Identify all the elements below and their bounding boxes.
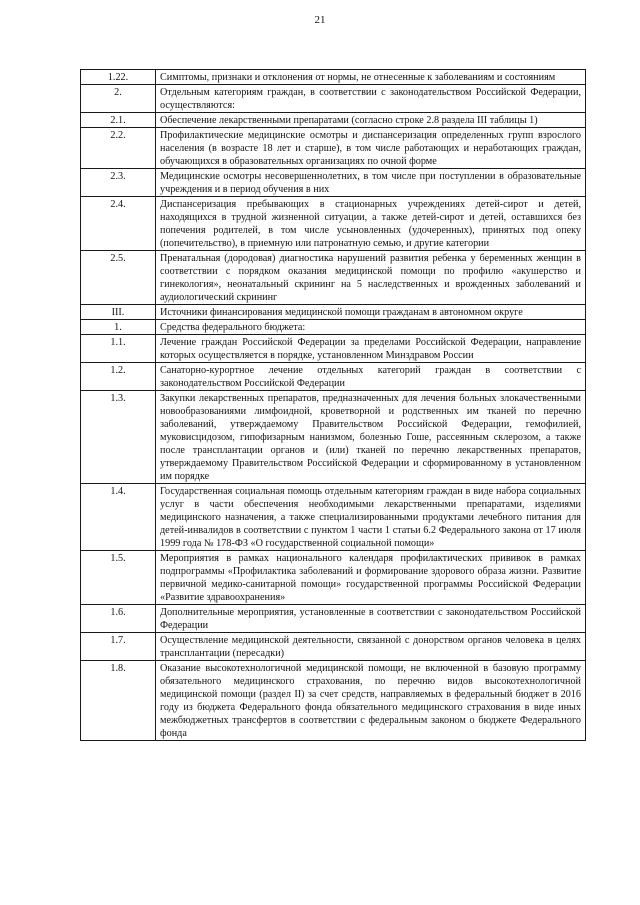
table-row: [81, 305, 586, 320]
row-number: 1.4.: [81, 484, 156, 551]
row-number: 2.1.: [81, 113, 156, 128]
table-row: [81, 363, 586, 391]
row-number: 1.1.: [81, 335, 156, 363]
row-number: 1.6.: [81, 605, 156, 633]
row-number: 1.2.: [81, 363, 156, 391]
row-text: Государственная социальная помощь отдельным категориям граждан в виде набора социальных услуг в части обеспечения необходимыми лекарственными препаратами, изделиями медицинского назначения, а также специализированными продуктами лечебного питания для детей-инвалидов в соответствии с пунктом 1 части 1 статьи 6.2 Федерального закона от 17 июля 1999 года № 178-ФЗ «О государственной социальной помощи»: [156, 484, 586, 551]
page-number: 21: [314, 14, 326, 26]
row-number: 2.: [81, 85, 156, 113]
row-text: Санаторно-курортное лечение отдельных категорий граждан в соответствии с законодательством Российской Федерации: [156, 363, 586, 391]
row-text: Симптомы, признаки и отклонения от нормы, не отнесенные к заболеваниям и состояниям: [156, 70, 586, 85]
table-row: [81, 113, 586, 128]
row-text: Оказание высокотехнологичной медицинской помощи, не включенной в базовую программу обязательного медицинского страхования, по перечню видов высокотехнологичной медицинской помощи (раздел II) за счет средств, направляемых в федеральный бюджет в 2016 году из бюджета Федерального фонда обязательного медицинского страхования в виде иных межбюджетных трансфертов в соответствии с федеральным законом о бюджете Федерального фонда: [156, 661, 586, 741]
table-row: [81, 169, 586, 197]
row-number: III.: [81, 305, 156, 320]
row-text: Лечение граждан Российской Федерации за пределами Российской Федерации, направление которых осуществляется в порядке, установленном Минздравом России: [156, 335, 586, 363]
table-row: [81, 70, 586, 85]
row-number: 1.: [81, 320, 156, 335]
row-number: 1.22.: [81, 70, 156, 85]
table-row: [81, 320, 586, 335]
table-row: [81, 335, 586, 363]
row-number: 1.8.: [81, 661, 156, 741]
row-text: Источники финансирования медицинской помощи гражданам в автономном округе: [156, 305, 586, 320]
table-row: [81, 661, 586, 741]
row-text: Мероприятия в рамках национального календаря профилактических прививок в рамках подпрограммы «Профилактика заболеваний и формирование здорового образа жизни. Развитие первичной медико-санитарной помощи» государственной программы Российской Федерации «Развитие здравоохранения»: [156, 551, 586, 605]
row-text: Медицинские осмотры несовершеннолетних, в том числе при поступлении в образовательные учреждения и в период обучения в них: [156, 169, 586, 197]
table-row: [81, 251, 586, 305]
table-row: [81, 633, 586, 661]
row-number: 1.7.: [81, 633, 156, 661]
row-text: Диспансеризация пребывающих в стационарных учреждениях детей-сирот и детей, находящихся в трудной жизненной ситуации, а также детей-сирот и детей, оставшихся без попечения родителей, в том числе усыновленных (удочеренных), принятых под опеку (попечительство), в приемную или патронатную семью, и другие категории: [156, 197, 586, 251]
row-number: 2.3.: [81, 169, 156, 197]
document-table: [80, 69, 586, 741]
table-row: [81, 85, 586, 113]
row-number: 2.2.: [81, 128, 156, 169]
table-row: [81, 551, 586, 605]
row-number: 1.3.: [81, 391, 156, 484]
row-text: Средства федерального бюджета:: [156, 320, 586, 335]
row-number: 2.4.: [81, 197, 156, 251]
table-row: [81, 484, 586, 551]
table-row: [81, 605, 586, 633]
row-number: 2.5.: [81, 251, 156, 305]
table-row: [81, 391, 586, 484]
table-row: [81, 197, 586, 251]
row-number: 1.5.: [81, 551, 156, 605]
row-text: Дополнительные мероприятия, установленные в соответствии с законодательством Российской Федерации: [156, 605, 586, 633]
row-text: Закупки лекарственных препаратов, предназначенных для лечения больных злокачественными новообразованиями лимфоидной, кроветворной и родственных им тканей по перечню заболеваний, утверждаемому Правительством Российской Федерации, гемофилией, муковисцидозом, гипофизарным нанизмом, болезнью Гоше, рассеянным склерозом, а также после трансплантации органов и (или) тканей по перечню лекарственных препаратов, утверждаемому Правительством Российской Федерации и сформированному в установленном им порядке: [156, 391, 586, 484]
row-text: Пренатальная (дородовая) диагностика нарушений развития ребенка у беременных женщин в соответствии с порядком оказания медицинской помощи по профилю «акушерство и гинекология», неонатальный скрининг на 5 наследственных и врожденных заболеваний и аудиологический скрининг: [156, 251, 586, 305]
row-text: Отдельным категориям граждан, в соответствии с законодательством Российской Федерации, осуществляются:: [156, 85, 586, 113]
row-text: Обеспечение лекарственными препаратами (согласно строке 2.8 раздела III таблицы 1): [156, 113, 586, 128]
row-text: Профилактические медицинские осмотры и диспансеризация определенных групп взрослого населения (в возрасте 18 лет и старше), в том числе работающих и неработающих граждан, обучающихся в образовательных организациях по очной форме: [156, 128, 586, 169]
row-text: Осуществление медицинской деятельности, связанной с донорством органов человека в целях трансплантации (пересадки): [156, 633, 586, 661]
table-row: [81, 128, 586, 169]
